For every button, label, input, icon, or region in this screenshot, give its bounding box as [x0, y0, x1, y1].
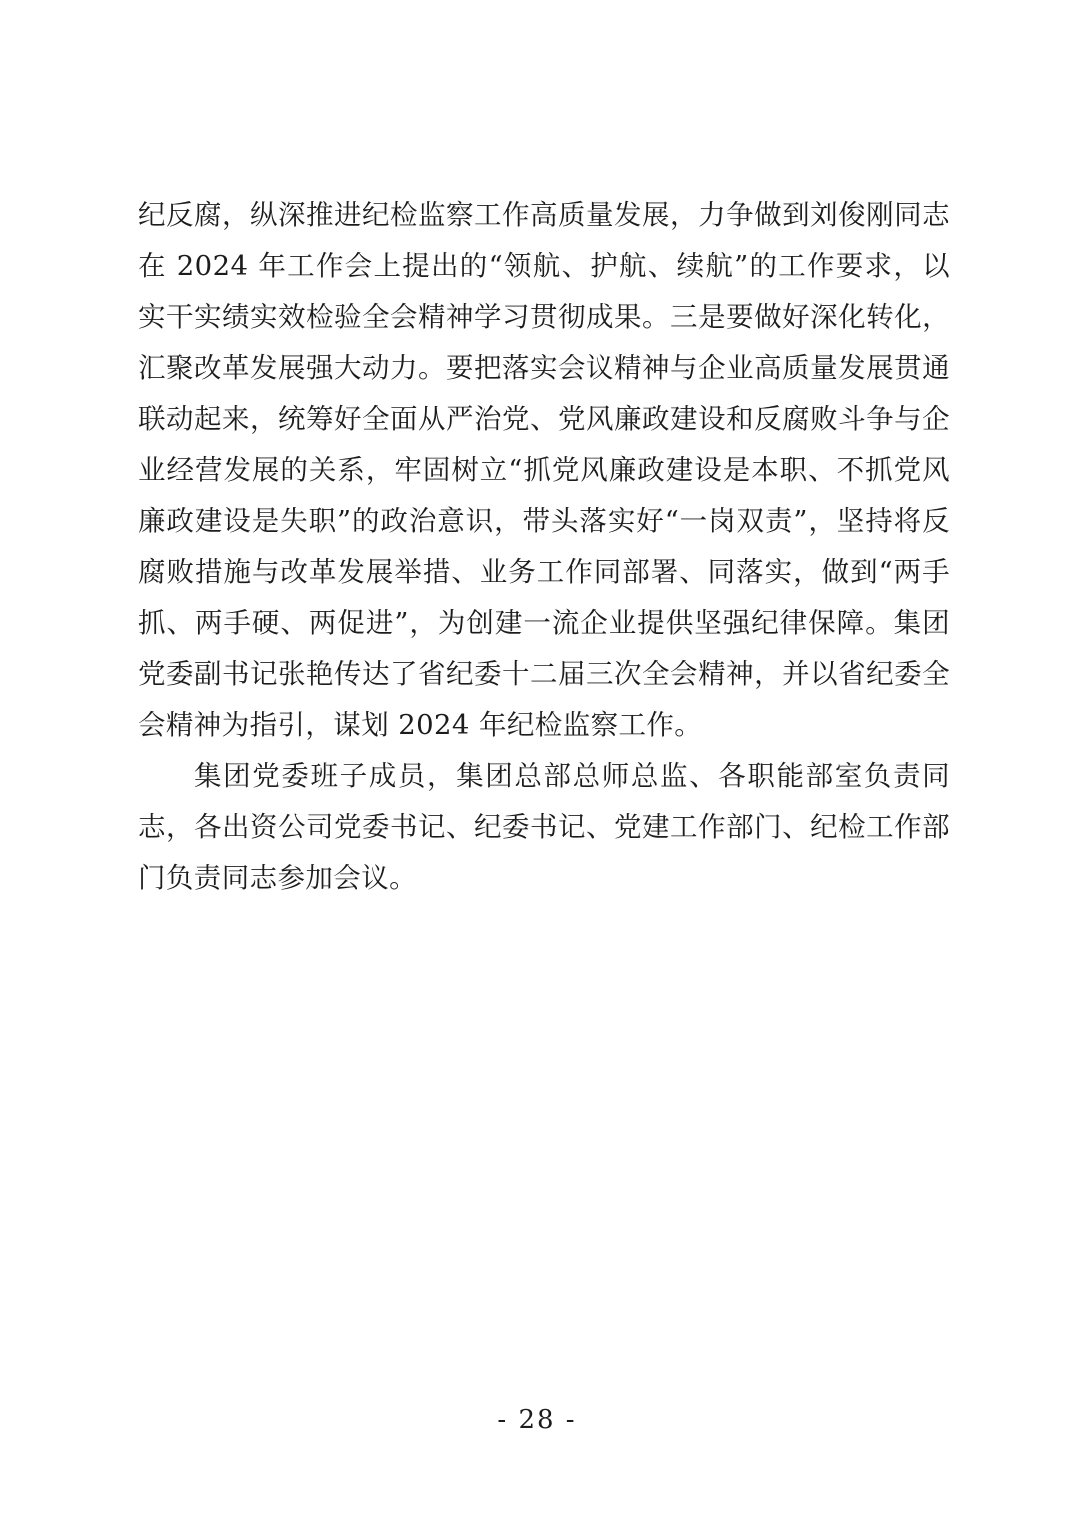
- paragraph-continued: 纪反腐，纵深推进纪检监察工作高质量发展，力争做到刘俊刚同志在 2024 年工作会上提出的“领航、护航、续航”的工作要求，以实干实绩实效检验全会精神学习贯彻成果。三是要做好深化转化，汇聚改革发展强大动力。要把落实会议精神与企业高质量发展贯通联动起来，统筹好全面从严治党、党风廉政建设和反腐败斗争与企业经营发展的关系，牢固树立“抓党风廉政建设是本职、不抓党风廉政建设是失职”的政治意识，带头落实好“一岗双责”，坚持将反腐败措施与改革发展举措、业务工作同部署、同落实，做到“两手抓、两手硬、两促进”，为创建一流企业提供坚强纪律保障。集团党委副书记张艳传达了省纪委十二届三次全会精神，并以省纪委全会精神为指引，谋划 2024 年纪检监察工作。: [138, 199, 950, 741]
- paragraph-attendees: 集团党委班子成员，集团总部总师总监、各职能部室负责同志，各出资公司党委书记、纪委书记、党建工作部门、纪检工作部门负责同志参加会议。: [138, 760, 950, 894]
- page-body: [138, 190, 950, 904]
- page-number: - 28 -: [497, 1405, 577, 1435]
